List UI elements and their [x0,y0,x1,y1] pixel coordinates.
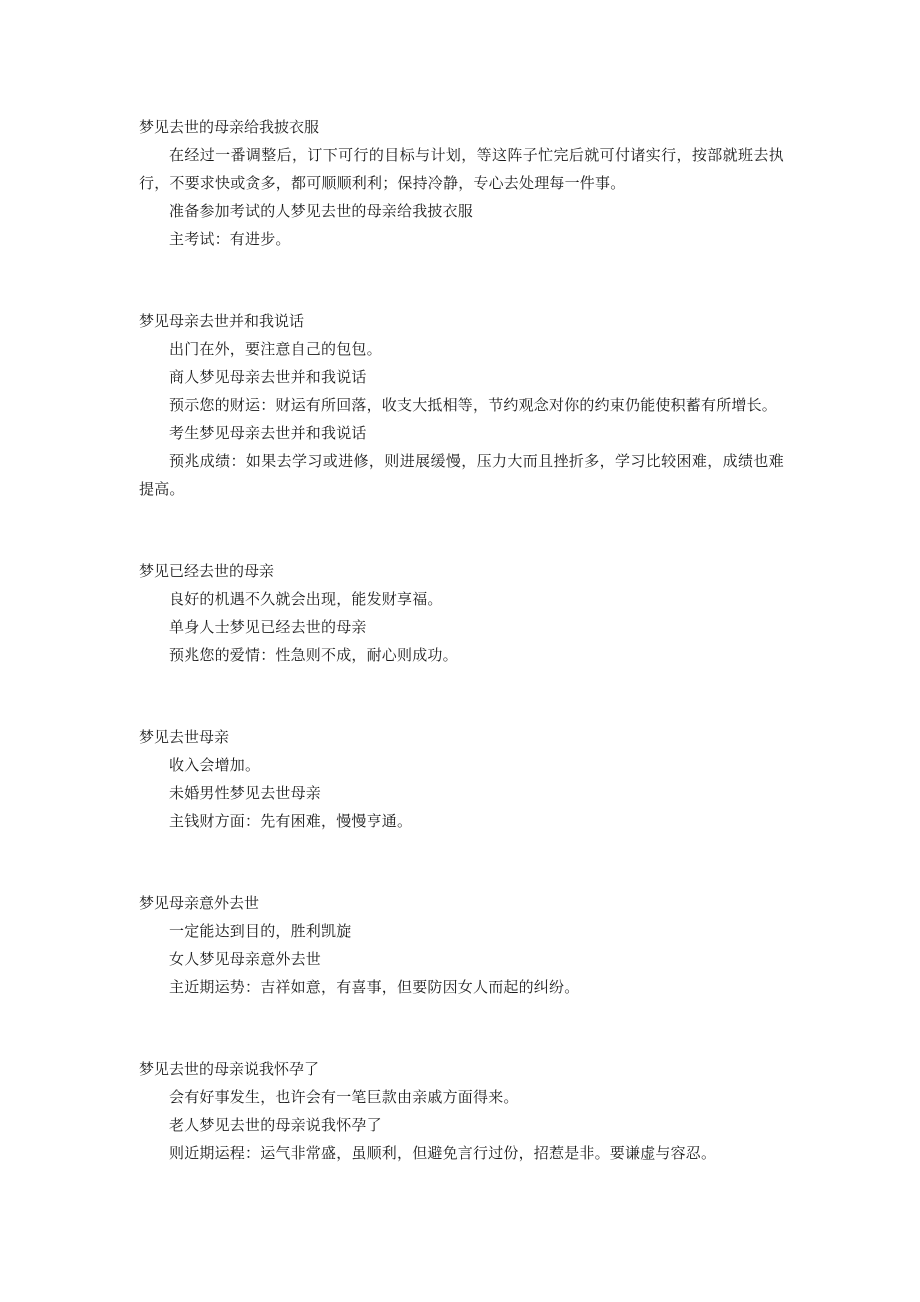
paragraph: 一定能达到目的，胜利凯旋 [169,922,352,940]
section-1 [139,113,784,253]
section-spacer [139,1001,784,1055]
section-2 [139,307,784,503]
paragraph: 单身人士梦见已经去世的母亲 [169,618,367,636]
paragraph: 考生梦见母亲去世并和我说话 [169,424,367,442]
paragraph: 良好的机遇不久就会出现，能发财享福。 [169,590,443,608]
section-title: 梦见去世的母亲给我披衣服 [139,118,320,136]
section-3 [139,557,784,669]
paragraph: 准备参加考试的人梦见去世的母亲给我披衣服 [169,202,474,220]
section-title: 梦见已经去世的母亲 [139,562,275,580]
paragraph: 收入会增加。 [169,756,261,774]
section-6 [139,1055,784,1167]
section-spacer [139,503,784,557]
section-spacer [139,835,784,889]
section-spacer [139,669,784,723]
paragraph: 未婚男性梦见去世母亲 [169,784,322,802]
section-title: 梦见去世的母亲说我怀孕了 [139,1060,320,1078]
paragraph: 主钱财方面：先有困难，慢慢亨通。 [169,812,413,830]
paragraph: 商人梦见母亲去世并和我说话 [169,368,367,386]
section-title: 梦见母亲意外去世 [139,894,260,912]
paragraph: 则近期运程：运气非常盛，虽顺利，但避免言行过份，招惹是非。要谦虚与容忍。 [169,1144,717,1162]
paragraph: 会有好事发生，也许会有一笔巨款由亲戚方面得来。 [169,1088,519,1106]
paragraph: 老人梦见去世的母亲说我怀孕了 [169,1116,382,1134]
paragraph: 预示您的财运：财运有所回落，收支大抵相等，节约观念对你的约束仍能使积蓄有所增长。 [169,396,778,414]
section-title: 梦见母亲去世并和我说话 [139,312,305,330]
paragraph: 出门在外，要注意自己的包包。 [169,340,382,358]
paragraph: 主近期运势：吉祥如意，有喜事，但要防因女人而起的纠纷。 [169,978,580,996]
section-4 [139,723,784,835]
section-5 [139,889,784,1001]
paragraph: 预兆您的爱情：性急则不成，耐心则成功。 [169,646,458,664]
section-title: 梦见去世母亲 [139,728,230,746]
section-spacer [139,253,784,307]
paragraph: 女人梦见母亲意外去世 [169,950,322,968]
paragraph: 预兆成绩：如果去学习或进修，则进展缓慢，压力大而且挫折多，学习比较困难，成绩也难提高。 [139,452,784,498]
document-body [139,113,784,1167]
paragraph: 在经过一番调整后，订下可行的目标与计划，等这阵子忙完后就可付诸实行，按部就班去执行，不要求快或贪多，都可顺顺利利；保持冷静，专心去处理每一件事。 [139,146,784,192]
paragraph: 主考试：有进步。 [169,230,291,248]
